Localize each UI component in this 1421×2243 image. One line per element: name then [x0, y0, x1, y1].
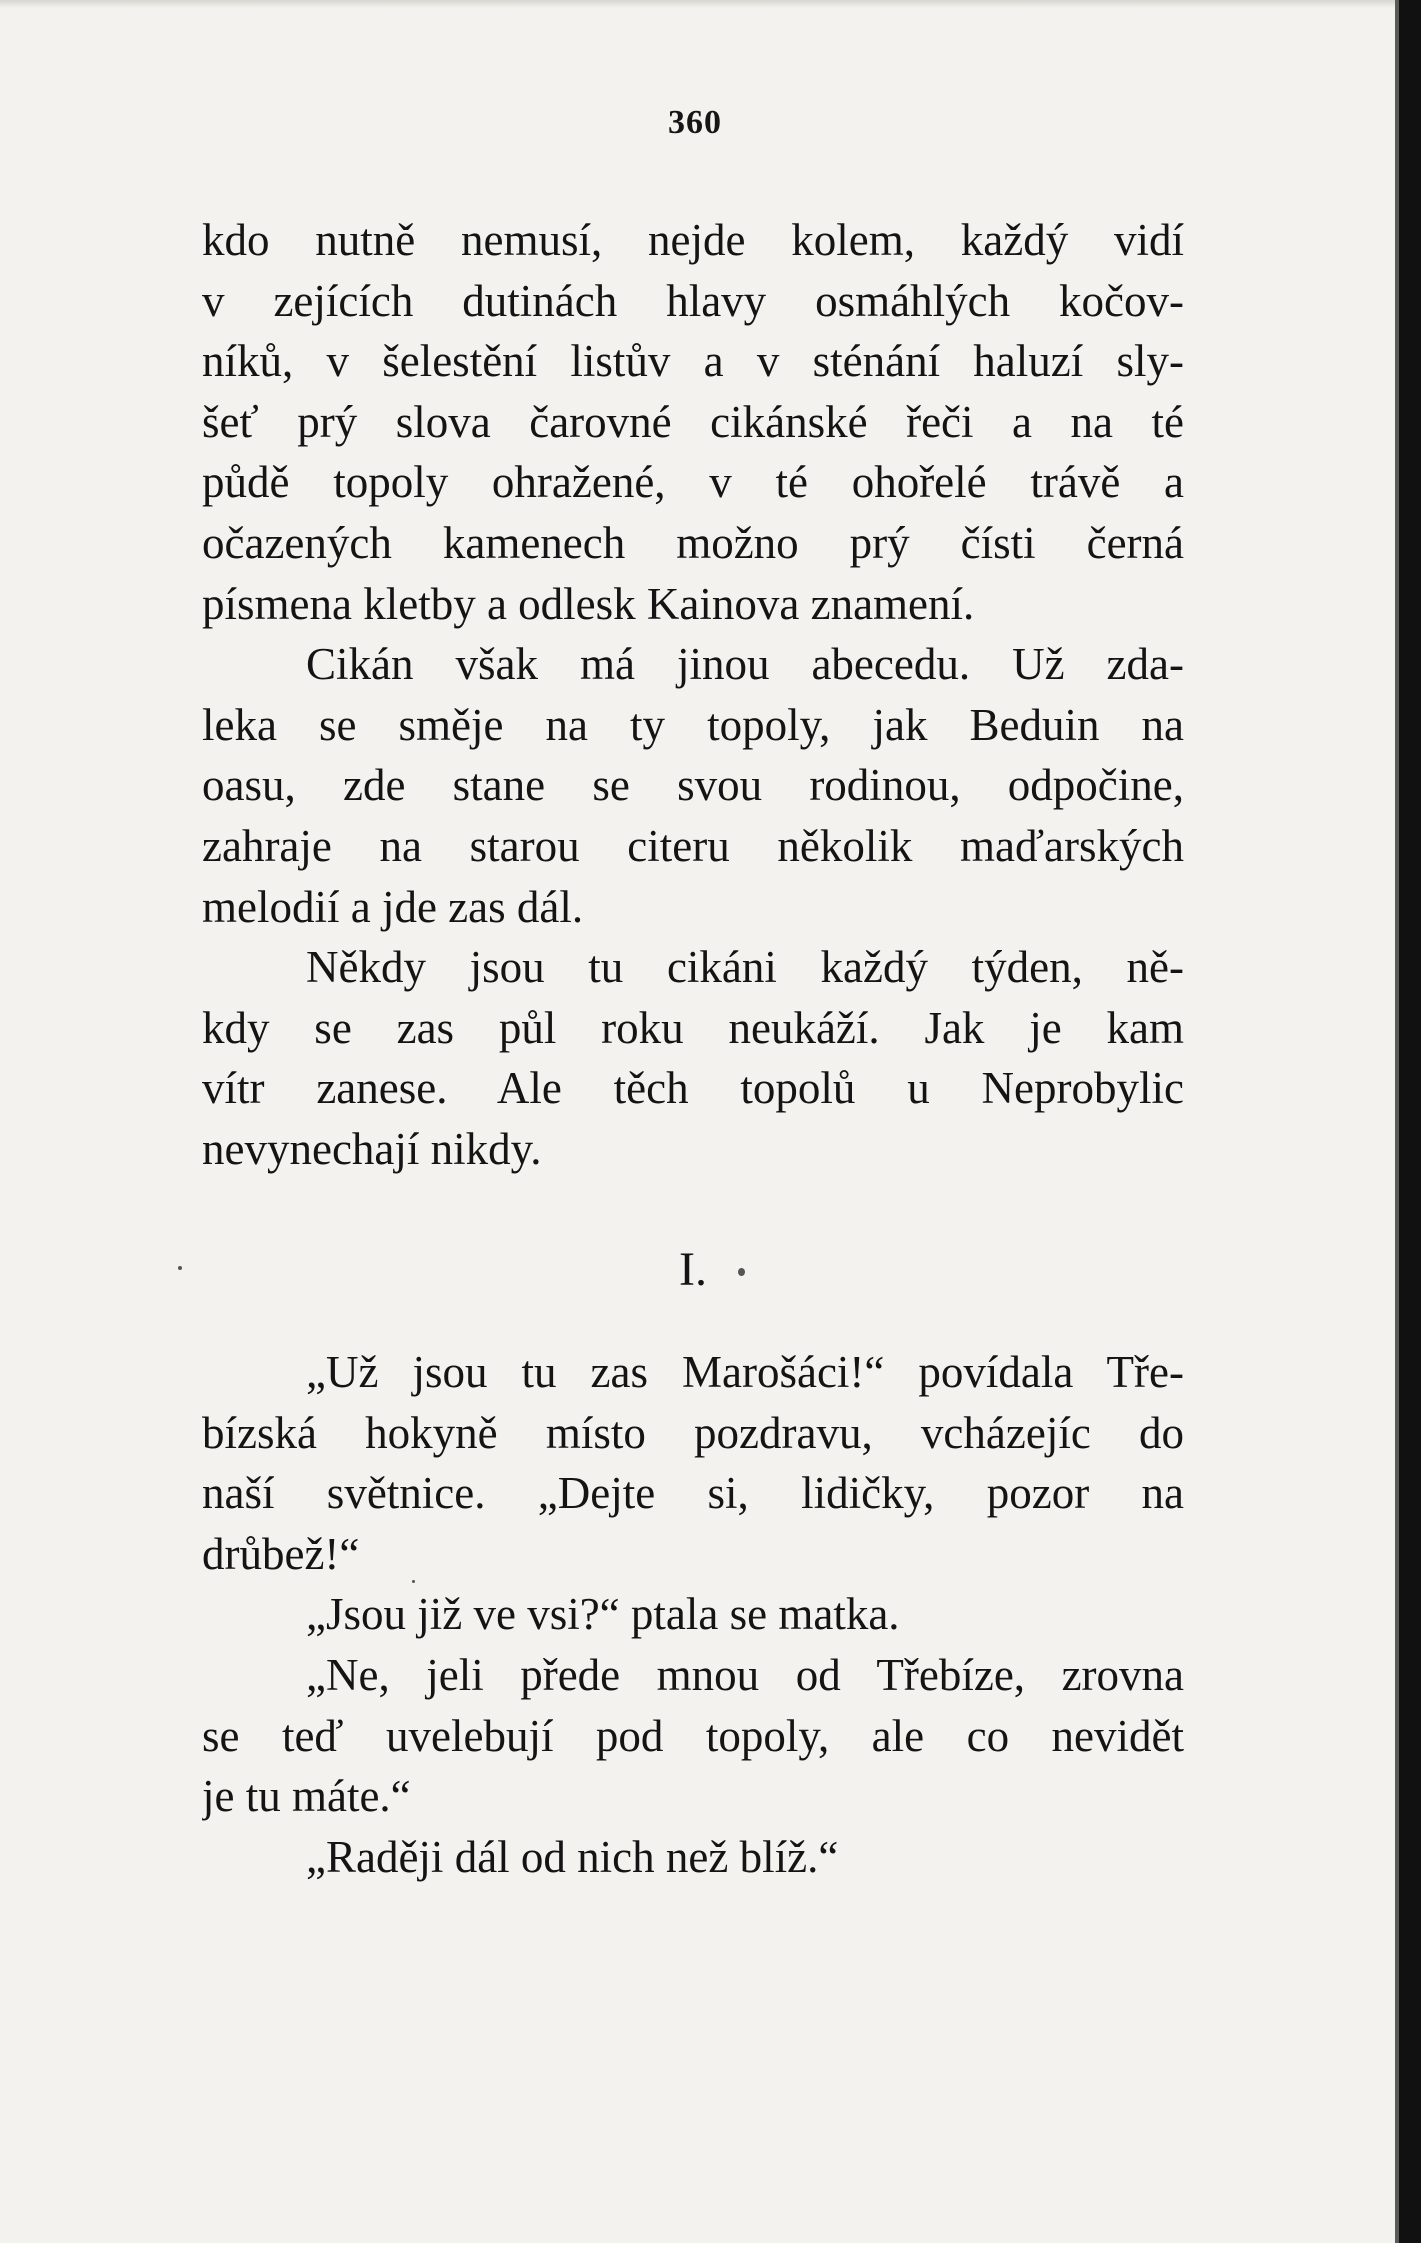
text-line: písmena kletby a odlesk Kainova znamení. [202, 578, 975, 629]
paragraph [202, 1645, 1184, 1827]
text-line: Cikán však má jinou abecedu. Už zda- [306, 639, 1184, 690]
text-line: oasu, zde stane se svou rodinou, odpočine, [202, 760, 1184, 811]
paragraph [202, 210, 1184, 634]
text-line: leka se směje na ty topoly, jak Beduin na [202, 699, 1184, 750]
text-line: kdy se zas půl roku neukáží. Jak je kam [202, 1002, 1184, 1053]
print-speck [178, 1266, 182, 1270]
text-line: kdo nutně nemusí, nejde kolem, každý vidí [202, 215, 1184, 265]
text-line: zahraje na starou citeru několik maďarských [202, 820, 1184, 871]
paragraph [202, 937, 1184, 1179]
text-line: naší světnice. „Dejte si, lidičky, pozor na [202, 1468, 1184, 1519]
text-line: níků, v šelestění listův a v sténání haluzí sly- [202, 336, 1184, 387]
text-line: Někdy jsou tu cikáni každý týden, ně- [306, 942, 1184, 993]
text-line: drůbež!“ [202, 1528, 360, 1579]
paragraph [202, 1827, 1184, 1888]
text-line: nevynechají nikdy. [202, 1123, 542, 1174]
paragraph [202, 1342, 1184, 1584]
text-line: očazených kamenech možno prý čísti černá [202, 517, 1184, 568]
text-line: půdě topoly ohražené, v té ohořelé trávě a [202, 457, 1184, 508]
text-line: se teď uvelebují pod topoly, ale co nevidět [202, 1710, 1184, 1761]
binding-edge [1399, 0, 1421, 2243]
page-number: 360 [668, 104, 722, 141]
text-line: šeť prý slova čarovné cikánské řeči a na té [202, 396, 1184, 447]
paragraph [202, 634, 1184, 937]
section-heading: I. [679, 1242, 707, 1296]
body-text [202, 210, 1184, 1887]
text-line: „Ne, jeli přede mnou od Třebíze, zrovna [306, 1650, 1184, 1701]
text-line: melodií a jde zas dál. [202, 881, 584, 932]
text-line: bízská hokyně místo pozdravu, vcházejíc do [202, 1407, 1184, 1458]
text-line: „Už jsou tu zas Marošáci!“ povídala Tře- [306, 1347, 1184, 1398]
text-line: vítr zanese. Ale těch topolů u Neprobylic [202, 1063, 1184, 1114]
text-line: „Raději dál od nich než blíž.“ [306, 1831, 839, 1882]
page-top-edge [0, 0, 1421, 8]
text-line: v zejících dutinách hlavy osmáhlých kočov- [202, 275, 1184, 326]
paragraph [202, 1584, 1184, 1645]
text-line: „Jsou již ve vsi?“ ptala se matka. [306, 1589, 900, 1640]
text-line: je tu máte.“ [202, 1771, 411, 1822]
